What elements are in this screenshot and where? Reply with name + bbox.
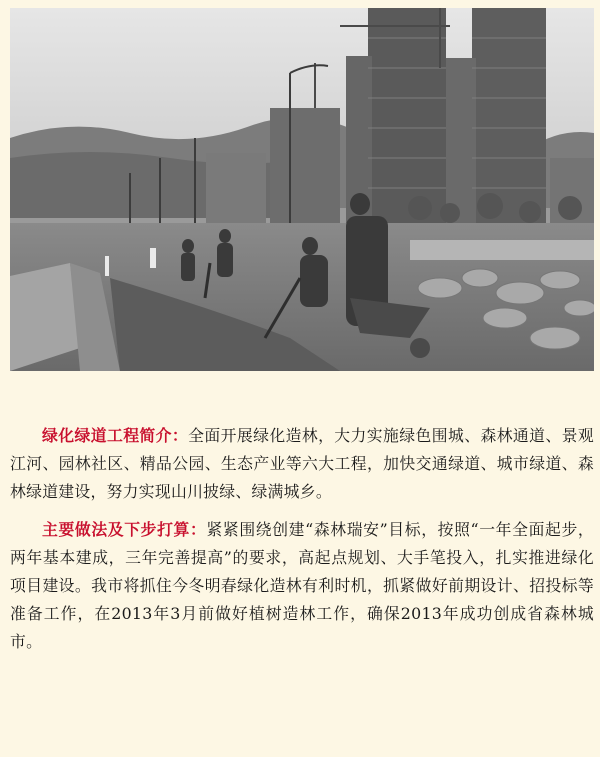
paragraph-lead: 绿化绿道工程简介： — [42, 426, 189, 445]
article-body — [10, 422, 594, 666]
construction-photo — [10, 8, 594, 371]
paragraph-text: 全面开展绿化造林，大力实施绿色围城、森林通道、景观江河、园林社区、精品公园、生态产业等六大工程，加快交通绿道、城市绿道、森林绿道建设，努力实现山川披绿、绿满城乡。 — [10, 426, 594, 501]
paragraph-greening-intro — [10, 422, 594, 506]
paragraph-main-approach — [10, 516, 594, 656]
paragraph-text: 紧紧围绕创建“森林瑞安”目标，按照“一年全面起步，两年基本建成，三年完善提高”的要求，高起点规划、大手笔投入，扎实推进绿化项目建设。我市将抓住今冬明春绿化造林有利时机，抓紧做好前期设计、招投标等准备工作，在2013年3月前做好植树造林工作，确保2013年成功创成省森林城市。 — [10, 520, 594, 651]
paragraph-lead: 主要做法及下步打算： — [42, 520, 207, 539]
